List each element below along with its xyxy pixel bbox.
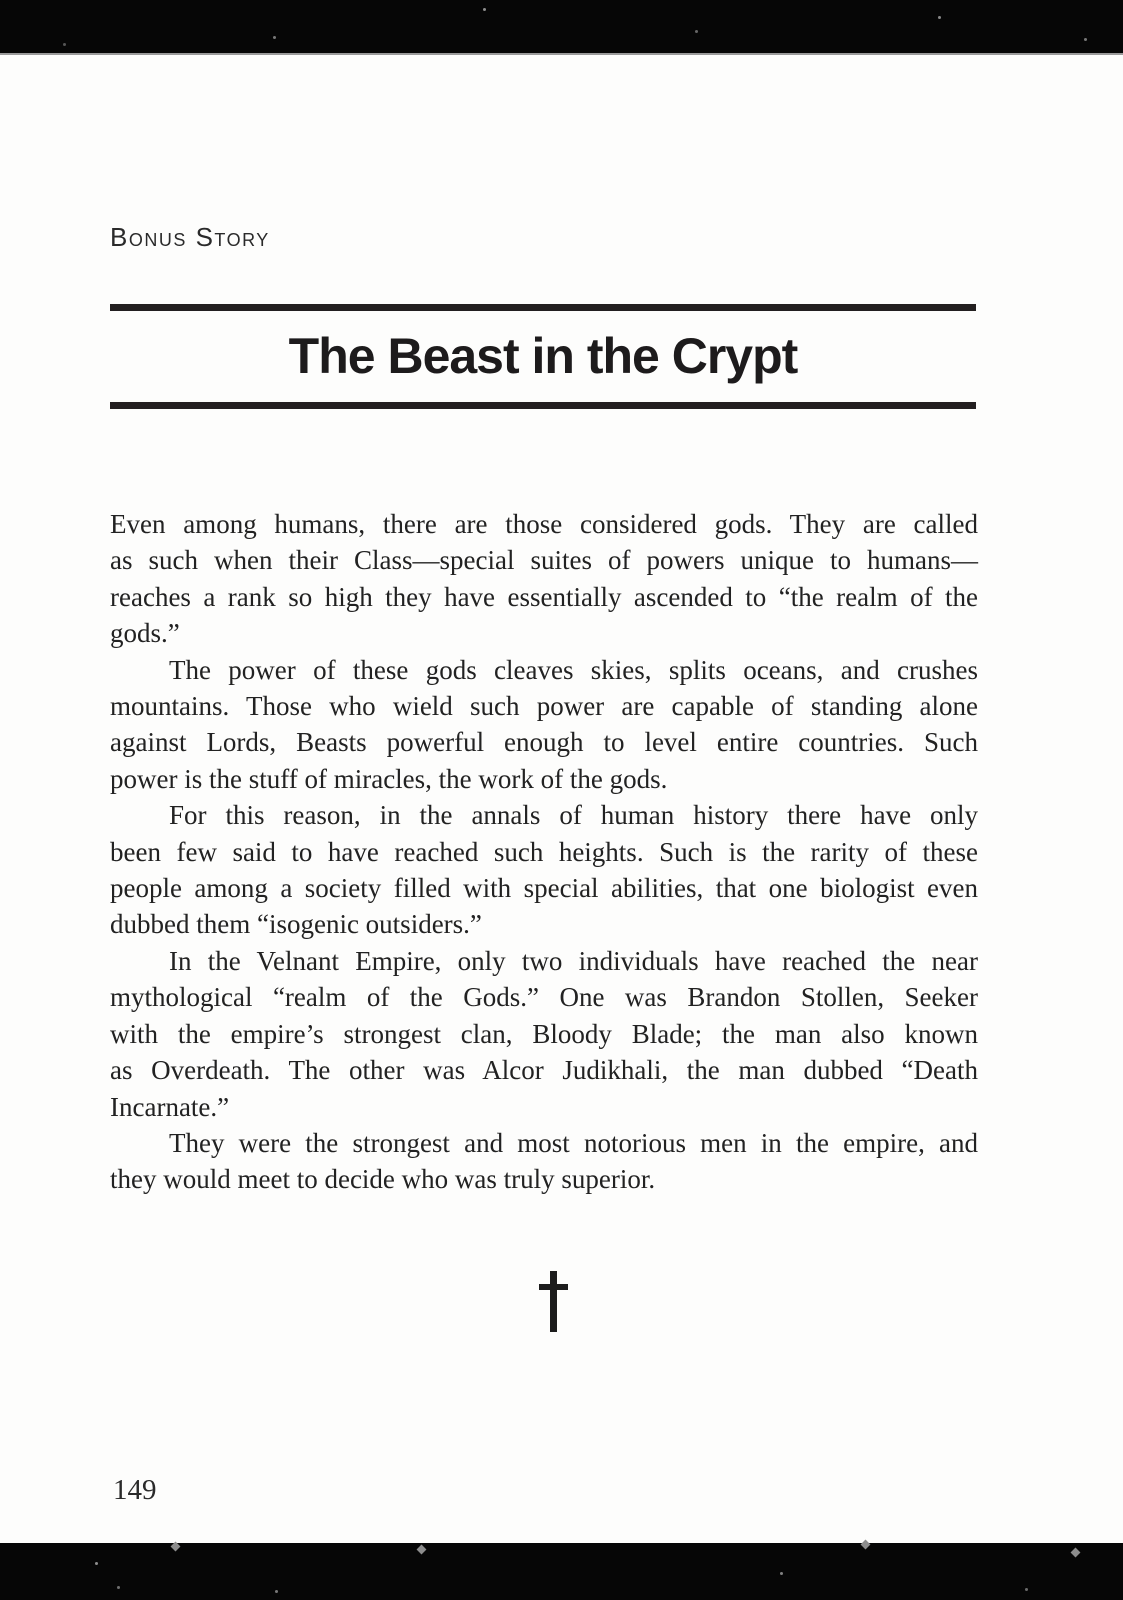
text-line: The power of these gods cleaves skies, splits oceans, and crushes — [169, 654, 978, 685]
scan-edge-bottom — [0, 1543, 1123, 1600]
paragraph — [110, 1125, 978, 1198]
story-title: The Beast in the Crypt — [288, 328, 798, 384]
text-line: power is the stuff of miracles, the work of the gods. — [110, 763, 668, 794]
paragraph — [110, 652, 978, 798]
text-line: as such when their Class—special suites of powers unique to humans— — [110, 545, 978, 576]
text-line: been few said to have reached such heights. Such is the rarity of these — [110, 836, 978, 867]
title-rule-bottom — [110, 402, 976, 409]
scan-noise — [483, 8, 486, 11]
text-line: Incarnate.” — [110, 1091, 230, 1122]
text-line: For this reason, in the annals of human history there have only — [169, 800, 978, 831]
text-line: reaches a rank so high they have essentially ascended to “the realm of the — [110, 581, 978, 612]
page-number: 149 — [113, 1474, 157, 1506]
paragraph — [110, 943, 978, 1125]
paragraph — [110, 506, 978, 652]
text-line: as Overdeath. The other was Alcor Judikhali, the man dubbed “Death — [110, 1055, 978, 1086]
text-line: mountains. Those who wield such power are capable of standing alone — [110, 691, 978, 722]
paragraph — [110, 797, 978, 943]
text-line: against Lords, Beasts powerful enough to level entire countries. Such — [110, 727, 978, 758]
dagger-cross-icon — [550, 1271, 557, 1332]
text-line: they would meet to decide who was truly superior. — [110, 1164, 656, 1195]
text-line: dubbed them “isogenic outsiders.” — [110, 909, 482, 940]
scan-edge-top — [0, 0, 1123, 55]
title-block — [110, 304, 976, 409]
scan-noise — [95, 1562, 98, 1565]
story-body — [110, 506, 978, 1198]
text-line: In the Velnant Empire, only two individuals have reached the near — [169, 945, 978, 976]
text-line: with the empire’s strongest clan, Bloody Blade; the man also known — [110, 1018, 978, 1049]
text-line: gods.” — [110, 618, 180, 649]
section-kicker: Bonus Story — [110, 222, 270, 252]
text-line: They were the strongest and most notorious men in the empire, and — [169, 1127, 978, 1158]
title-rule-top — [110, 304, 976, 311]
text-line: mythological “realm of the Gods.” One was Brandon Stollen, Seeker — [110, 982, 978, 1013]
text-line: people among a society filled with special abilities, that one biologist even — [110, 873, 978, 904]
text-line: Even among humans, there are those considered gods. They are called — [110, 509, 978, 539]
